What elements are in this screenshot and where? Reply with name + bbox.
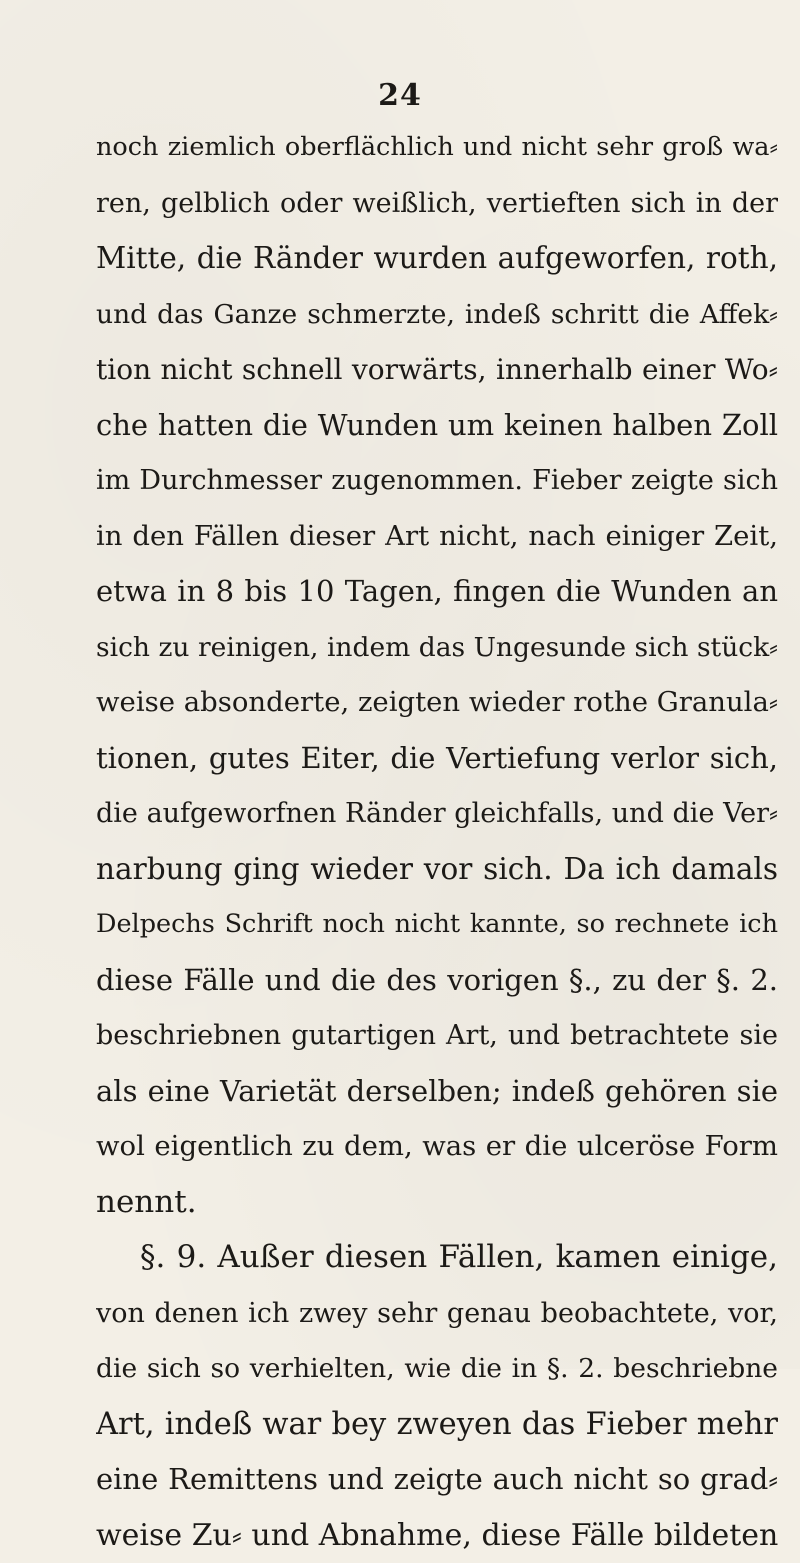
text-line: in den Fällen dieser Art nicht, nach einiger Zeit,	[96, 509, 778, 565]
text-line: die aufgeworfnen Ränder gleichfalls, und die Ver⸗	[96, 786, 778, 842]
text-line: noch ziemlich oberflächlich und nicht sehr groß wa⸗	[96, 120, 778, 176]
text-line: und das Ganze schmerzte, indeß schritt die Affek⸗	[96, 287, 778, 343]
text-line: Delpechs Schrift noch nicht kannte, so rechnete ich	[96, 897, 778, 953]
text-line: Mitte, die Ränder wurden aufgeworfen, roth,	[96, 231, 778, 287]
text-line: che hatten die Wunden um keinen halben Zoll	[96, 398, 778, 454]
text-line: tion nicht schnell vorwärts, innerhalb einer Wo⸗	[96, 342, 778, 398]
text-line: ren, gelblich oder weißlich, vertieften sich in der	[96, 176, 778, 232]
text-line: Art, indeß war bey zweyen das Fieber mehr	[96, 1397, 778, 1453]
text-line: nennt.	[96, 1175, 778, 1231]
text-line: etwa in 8 bis 10 Tagen, fingen die Wunden an	[96, 564, 778, 620]
text-line: wol eigentlich zu dem, was er die ulceröse Form	[96, 1119, 778, 1175]
text-line: eine Remittens und zeigte auch nicht so grad⸗	[96, 1452, 778, 1508]
text-line: sich zu reinigen, indem das Ungesunde sich stück⸗	[96, 620, 778, 676]
section-start-line: §. 9. Außer diesen Fällen, kamen einige,	[96, 1230, 778, 1286]
text-line: beschriebnen gutartigen Art, und betrachtete sie	[96, 1008, 778, 1064]
body-text	[96, 120, 778, 1563]
text-line: von denen ich zwey sehr genau beobachtete, vor,	[96, 1286, 778, 1342]
text-line: weise Zu⸗ und Abnahme, diese Fälle bildeten	[96, 1508, 778, 1563]
text-line: tionen, gutes Eiter, die Vertiefung verlor sich,	[96, 731, 778, 787]
text-line: weise absonderte, zeigten wieder rothe Granula⸗	[96, 675, 778, 731]
text-line: im Durchmesser zugenommen. Fieber zeigte sich	[96, 453, 778, 509]
page-number: 24	[0, 78, 800, 113]
text-line: als eine Varietät derselben; indeß gehören sie	[96, 1064, 778, 1120]
text-line: die sich so verhielten, wie die in §. 2. beschriebne	[96, 1341, 778, 1397]
text-line: narbung ging wieder vor sich. Da ich damals	[96, 842, 778, 898]
text-line: diese Fälle und die des vorigen §., zu der §. 2.	[96, 953, 778, 1009]
